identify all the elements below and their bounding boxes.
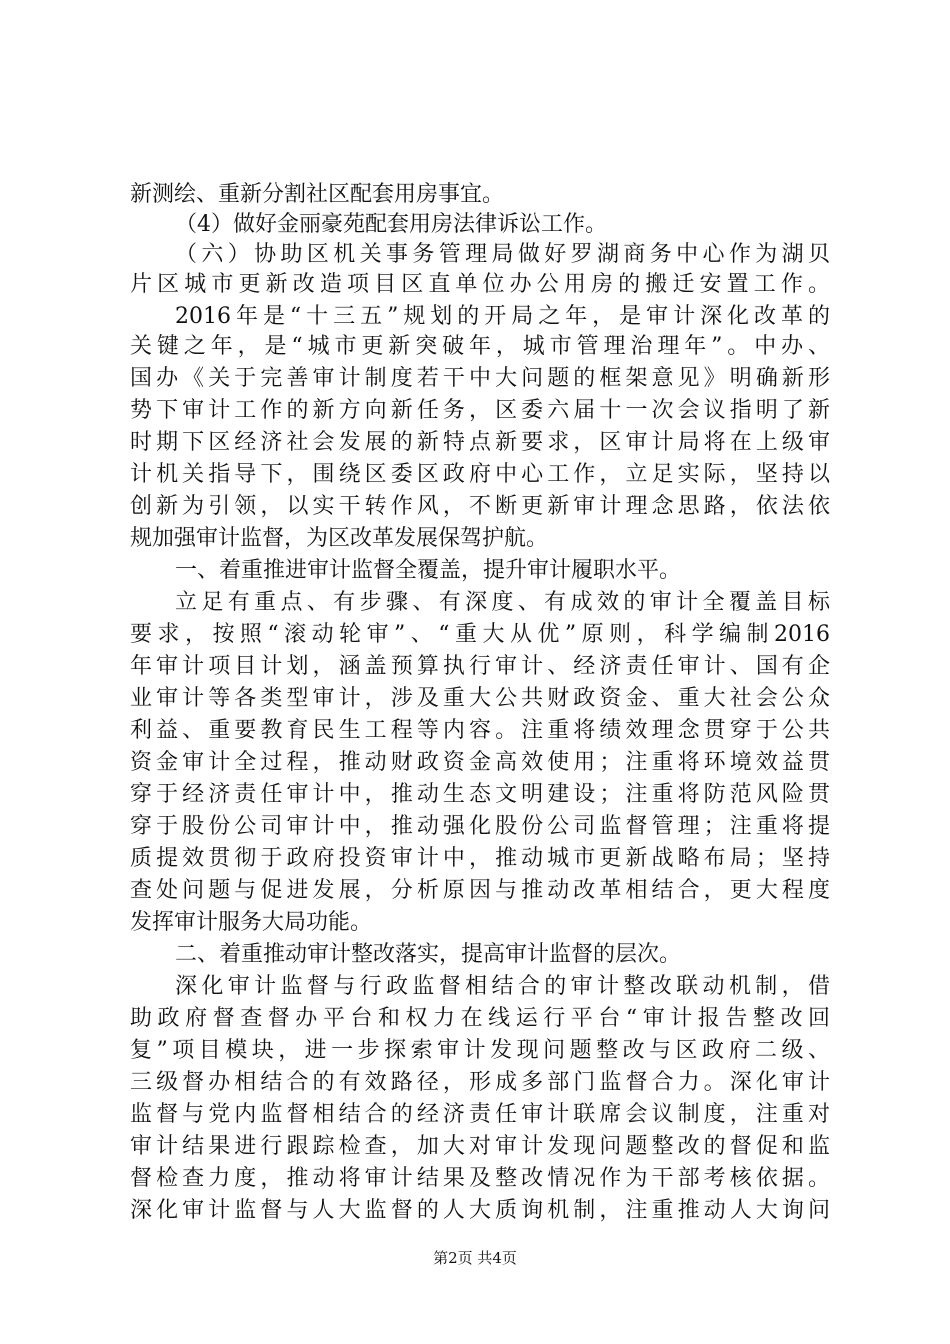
text-line-12: 规加强审计监督，为区改革发展保驾护航。 — [130, 526, 549, 551]
text-line-6: 关键之年，是“城市更新突破年，城市管理治理年”。中办、 — [130, 334, 830, 359]
text-line-26: 深化审计监督与行政监督相结合的审计整改联动机制，借 — [175, 974, 830, 999]
text-line-29: 三级督办相结合的有效路径，形成多部门监督合力。深化审计 — [130, 1070, 830, 1095]
text-line-20: 穿于经济责任审计中，推动生态文明建设；注重将防范风险贯 — [130, 782, 830, 807]
text-line-33: 深化审计监督与人大监督的人大质询机制，注重推动人大询问 — [130, 1198, 830, 1223]
text-line-18: 利益、重要教育民生工程等内容。注重将绩效理念贯穿于公共 — [130, 718, 830, 743]
text-line-4: 片区城市更新改造项目区直单位办公用房的搬迁安置工作。 — [130, 272, 830, 297]
text-line-2: （4）做好金丽豪苑配套用房法律诉讼工作。 — [175, 212, 607, 237]
section-heading-2: 二、着重推动审计整改落实，提高审计监督的层次。 — [175, 942, 682, 967]
text-line-28: 复”项目模块，进一步探索审计发现问题整改与区政府二级、 — [130, 1038, 830, 1063]
text-line-10: 计机关指导下，围绕区委区政府中心工作，立足实际，坚持以 — [130, 462, 830, 487]
text-line-24: 发挥审计服务大局功能。 — [130, 910, 373, 935]
text-line-31: 审计结果进行跟踪检查，加大对审计发现问题整改的督促和监 — [130, 1134, 830, 1159]
text-line-14: 立足有重点、有步骤、有深度、有成效的审计全覆盖目标 — [175, 590, 830, 615]
text-line-7: 国办《关于完善审计制度若干中大问题的框架意见》明确新形 — [130, 366, 830, 391]
section-heading-1: 一、着重推进审计监督全覆盖，提升审计履职水平。 — [175, 558, 682, 583]
text-line-19: 资金审计全过程，推动财政资金高效使用；注重将环境效益贯 — [130, 750, 830, 775]
text-line-9: 时期下区经济社会发展的新特点新要求，区审计局将在上级审 — [130, 430, 830, 455]
page-footer: 第2页 共4页 — [433, 1249, 517, 1267]
text-line-27: 助政府督查督办平台和权力在线运行平台“审计报告整改回 — [130, 1006, 830, 1031]
text-line-1: 新测绘、重新分割社区配套用房事宜。 — [130, 182, 505, 207]
text-line-32: 督检查力度，推动将审计结果及整改情况作为干部考核依据。 — [130, 1166, 830, 1191]
text-line-16: 年审计项目计划，涵盖预算执行审计、经济责任审计、国有企 — [130, 654, 830, 679]
text-line-22: 质提效贯彻于政府投资审计中，推动城市更新战略布局；坚持 — [130, 846, 830, 871]
text-line-21: 穿于股份公司审计中，推动强化股份公司监督管理；注重将提 — [130, 814, 830, 839]
text-line-23: 查处问题与促进发展，分析原因与推动改革相结合，更大程度 — [130, 878, 830, 903]
text-line-17: 业审计等各类型审计，涉及重大公共财政资金、重大社会公众 — [130, 686, 830, 711]
text-line-5: 2016年是“十三五”规划的开局之年，是审计深化改革的 — [175, 304, 830, 329]
text-line-11: 创新为引领，以实干转作风，不断更新审计理念思路，依法依 — [130, 494, 830, 519]
text-line-8: 势下审计工作的新方向新任务，区委六届十一次会议指明了新 — [130, 398, 830, 423]
text-line-30: 监督与党内监督相结合的经济责任审计联席会议制度，注重对 — [130, 1102, 830, 1127]
text-line-15: 要求，按照“滚动轮审”、“重大从优”原则，科学编制2016 — [130, 622, 830, 647]
text-line-3: （六）协助区机关事务管理局做好罗湖商务中心作为湖贝 — [175, 242, 830, 267]
